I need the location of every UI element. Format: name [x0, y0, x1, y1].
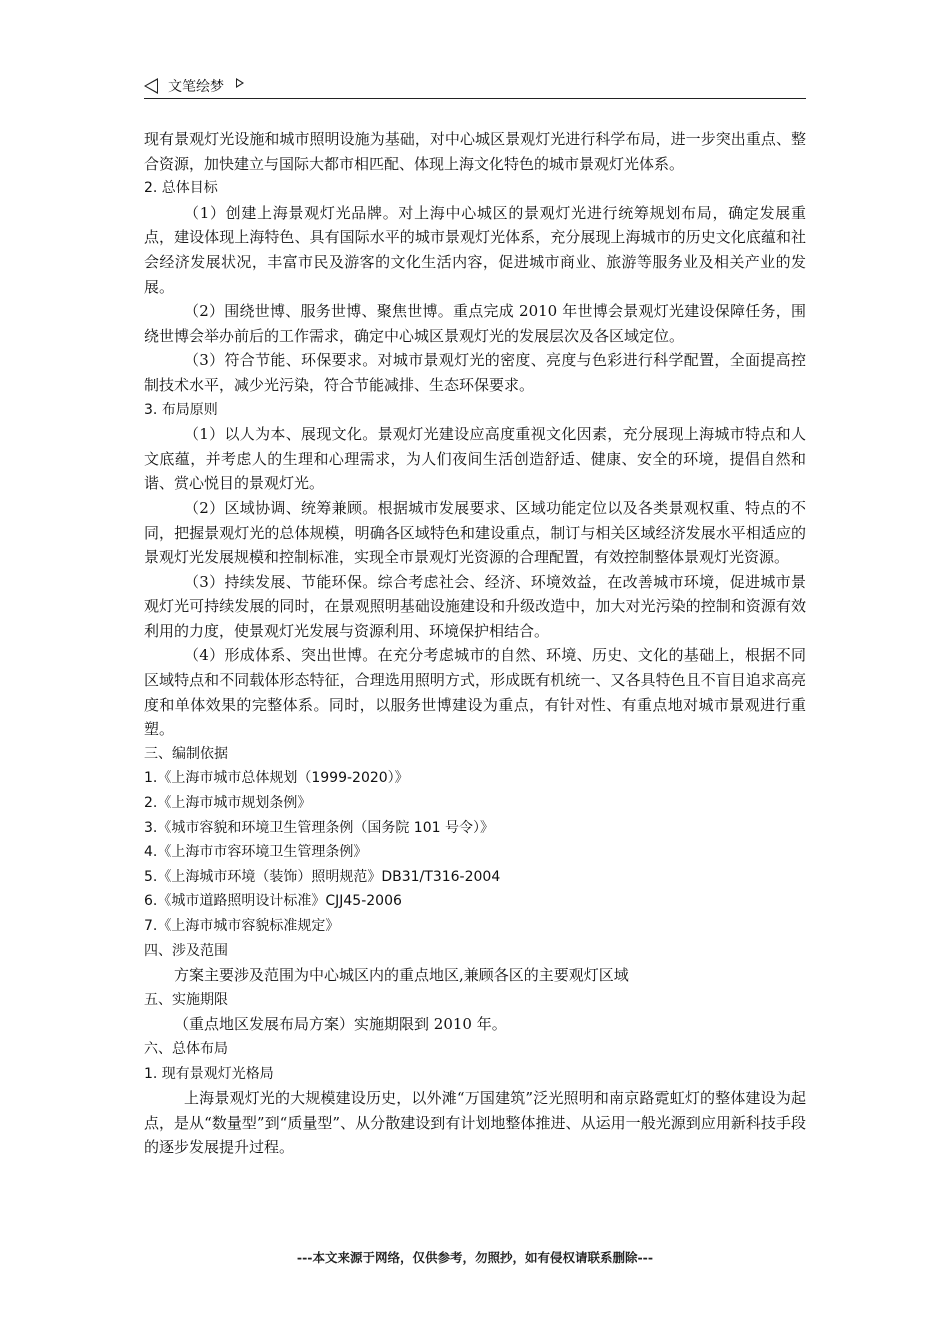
page-footer: ---本文来源于网络，仅供参考，勿照抄，如有侵权请联系删除---	[296, 1250, 654, 1265]
section-heading-principles: 3. 布局原则	[144, 401, 218, 418]
paragraph-goal-3: （3）符合节能、环保要求。对城市景观灯光的密度、亮度与色彩进行科学配置，全面提高控制技术水平，减少光污染，符合节能减排、生态环保要求。	[144, 351, 806, 394]
paragraph-principle-1: （1）以人为本、展现文化。景观灯光建设应高度重视文化因素，充分展现上海城市特点和人文底蕴，并考虑人的生理和心理需求，为人们夜间生活创造舒适、健康、安全的环境，提倡自然和谐、赏心悦目的景观灯光。	[144, 425, 806, 493]
section-heading-basis: 三、编制依据	[144, 745, 228, 762]
paragraph-goal-1: （1）创建上海景观灯光品牌。对上海中心城区的景观灯光进行统筹规划布局，确定发展重点，建设体现上海特色、具有国际水平的城市景观灯光体系，充分展现上海城市的历史文化底蕴和社会经济发展状况，丰富市民及游客的文化生活内容，促进城市商业、旅游等服务业及相关产业的发展。	[144, 203, 806, 296]
list-item: 1.《上海市城市总体规划（1999-2020）》	[144, 770, 409, 787]
list-item: 2.《上海市城市规划条例》	[144, 795, 312, 812]
paragraph-existing: 上海景观灯光的大规模建设历史，以外滩“万国建筑”泛光照明和南京路霓虹灯的整体建设为起点，是从“数量型”到“质量型”、从分散建设到有计划地整体推进、从运用一般光源到应用新科技手段的逐步发展提升过程。	[144, 1089, 806, 1157]
paragraph-principle-2: （2）区域协调、统筹兼顾。根据城市发展要求、区域功能定位以及各类景观权重、特点的不同，把握景观灯光的总体规模，明确各区域特色和建设重点，制订与相关区域经济发展水平相适应的景观灯光发展规模和控制标准，实现全市景观灯光资源的合理配置，有效控制整体景观灯光资源。	[144, 498, 806, 567]
list-item: 5.《上海城市环境（装饰）照明规范》DB31/T316-2004	[144, 868, 501, 885]
paragraph-principle-4: （4）形成体系、突出世博。在充分考虑城市的自然、环境、历史、文化的基础上，根据不同区域特点和不同载体形态特征，合理选用照明方式，形成既有机统一、又各具特色且不盲目追求高亮度和单体效果的完整体系。同时，以服务世博建设为重点，有针对性、有重点地对城市景观进行重塑。	[144, 646, 806, 739]
paragraph-principle-3: （3）持续发展、节能环保。综合考虑社会、经济、环境效益，在改善城市环境，促进城市景观灯光可持续发展的同时，在景观照明基础设施建设和升级改造中，加大对光污染的控制和资源有效利用的力度，使景观灯光发展与资源利用、环境保护相结合。	[144, 572, 806, 640]
triangle-right-icon	[236, 78, 244, 88]
list-item: 4.《上海市市容环境卫生管理条例》	[144, 844, 368, 861]
subsection-heading-existing: 1. 现有景观灯光格局	[144, 1065, 274, 1082]
paragraph-scope: 方案主要涉及范围为中心城区内的重点地区,兼顾各区的主要观灯区域	[174, 966, 629, 985]
triangle-left-icon	[144, 78, 158, 94]
paragraph-goal-2: （2）围绕世博、服务世博、聚焦世博。重点完成 2010 年世博会景观灯光建设保障任务，围绕世博会举办前后的工作需求，确定中心城区景观灯光的发展层次及各区域定位。	[144, 302, 806, 345]
section-heading-period: 五、实施期限	[144, 991, 228, 1008]
page-header	[144, 72, 806, 99]
section-heading-layout: 六、总体布局	[144, 1040, 228, 1057]
header-brand: 文笔绘梦	[168, 79, 224, 95]
list-item: 6.《城市道路照明设计标准》CJJ45-2006	[144, 893, 402, 910]
list-item: 3.《城市容貌和环境卫生管理条例（国务院 101 号令）》	[144, 819, 494, 836]
document-body	[144, 127, 806, 1160]
paragraph-period: （重点地区发展布局方案）实施期限到 2010 年。	[174, 1015, 507, 1034]
section-heading-goals: 2. 总体目标	[144, 180, 218, 197]
paragraph-intro: 现有景观灯光设施和城市照明设施为基础，对中心城区景观灯光进行科学布局，进一步突出重点、整合资源，加快建立与国际大都市相匹配、体现上海文化特色的城市景观灯光体系。	[144, 130, 806, 173]
section-heading-scope: 四、涉及范围	[144, 942, 228, 959]
list-item: 7.《上海市城市容貌标准规定》	[144, 918, 340, 934]
